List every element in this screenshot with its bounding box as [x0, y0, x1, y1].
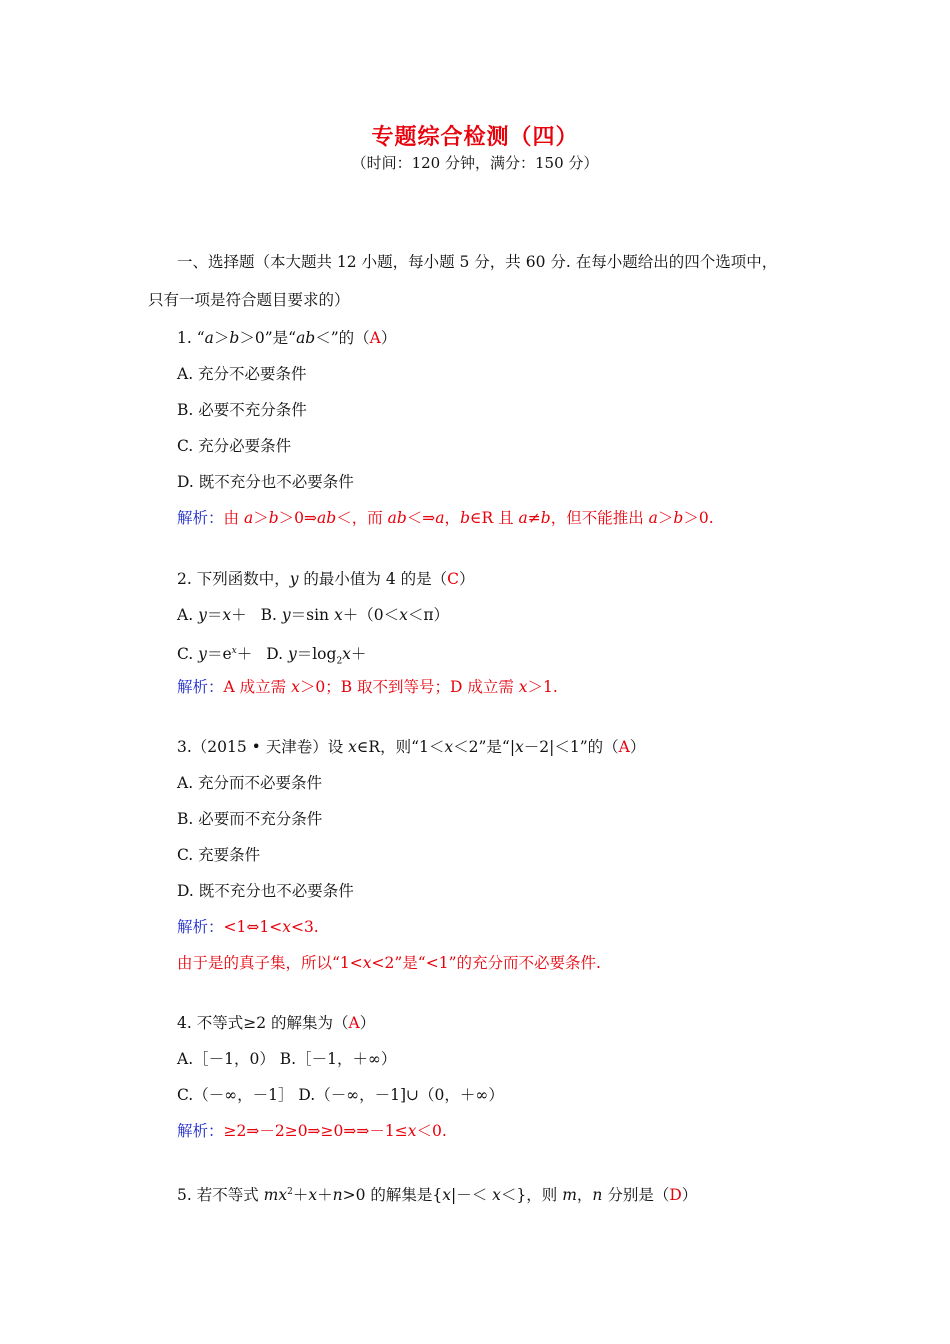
question-2-options-ab: A. y＝x＋ B. y＝sin x＋（0＜x＜π） — [177, 606, 450, 624]
question-1-option-c: C. 充分必要条件 — [177, 437, 292, 455]
question-3-analysis-cont: 由于是的真子集，所以“1<x<2”是“<1”的充分而不必要条件. — [177, 954, 601, 972]
question-1-option-d: D. 既不充分也不必要条件 — [177, 473, 354, 491]
analysis-label: 解析： — [177, 509, 224, 527]
question-2-stem: 2. 下列函数中，y 的最小值为 4 的是（C） — [177, 570, 475, 588]
question-2-answer: C — [447, 570, 460, 588]
section-heading-line1: 一、选择题（本大题共 12 小题，每小题 5 分，共 60 分. 在每小题给出的四个选项中， — [177, 253, 778, 271]
question-3-stem: 3.（2015 • 天津卷）设 x∈R，则“1＜x＜2”是“|x－2|＜1”的（A） — [177, 738, 646, 756]
analysis-label: 解析： — [177, 678, 224, 696]
analysis-label: 解析： — [177, 918, 224, 936]
question-3-option-c: C. 充要条件 — [177, 846, 261, 864]
question-4-analysis: 解析：≥2⇒－2≥0⇒≥0⇒⇒－1≤x＜0. — [177, 1122, 447, 1140]
question-3-answer: A — [618, 738, 630, 756]
question-1-analysis: 解析：由 a＞b＞0⇒ab＜，而 ab＜⇒a，b∈R 且 a≠b，但不能推出 a＞b＞0. — [177, 509, 714, 527]
page-title: 专题综合检测（四） — [371, 124, 579, 150]
question-4-stem: 4. 不等式≥2 的解集为（A） — [177, 1014, 376, 1032]
question-3-option-b: B. 必要而不充分条件 — [177, 810, 323, 828]
page-subtitle: （时间：120 分钟，满分：150 分） — [351, 154, 599, 172]
question-3-option-d: D. 既不充分也不必要条件 — [177, 882, 354, 900]
question-4-options-cd: C.（－∞，－1］ D.（－∞，－1]∪（0，＋∞） — [177, 1086, 504, 1104]
analysis-label: 解析： — [177, 1122, 224, 1140]
question-2-options-cd: C. $y=e^x+ D$. $y=\log_2x+$ — [177, 645, 367, 667]
question-3-option-a: A. 充分而不必要条件 — [177, 774, 323, 792]
section-heading-line2: 只有一项是符合题目要求的） — [148, 291, 350, 309]
question-1-option-b: B. 必要不充分条件 — [177, 401, 307, 419]
question-2-analysis: 解析：A 成立需 x＞0；B 取不到等号；D 成立需 x＞1. — [177, 678, 558, 696]
question-4-answer: A — [348, 1014, 360, 1032]
question-1-answer: A — [369, 329, 381, 347]
question-5-answer: D — [669, 1186, 682, 1205]
question-3-analysis: 解析：<1⇔1<x<3. — [177, 918, 319, 936]
question-1-option-a: A. 充分不必要条件 — [177, 365, 307, 383]
question-4-options-ab: A.［－1，0） B.［－1，＋∞） — [177, 1050, 397, 1068]
question-5-stem: 5. 若不等式 $mx^2+x+n>0$ 的解集是{x|－＜ x＜}，则 m，n 分别是（D） — [177, 1186, 698, 1205]
question-1-stem: 1. “a＞b＞0”是“ab＜”的（A） — [177, 329, 397, 347]
